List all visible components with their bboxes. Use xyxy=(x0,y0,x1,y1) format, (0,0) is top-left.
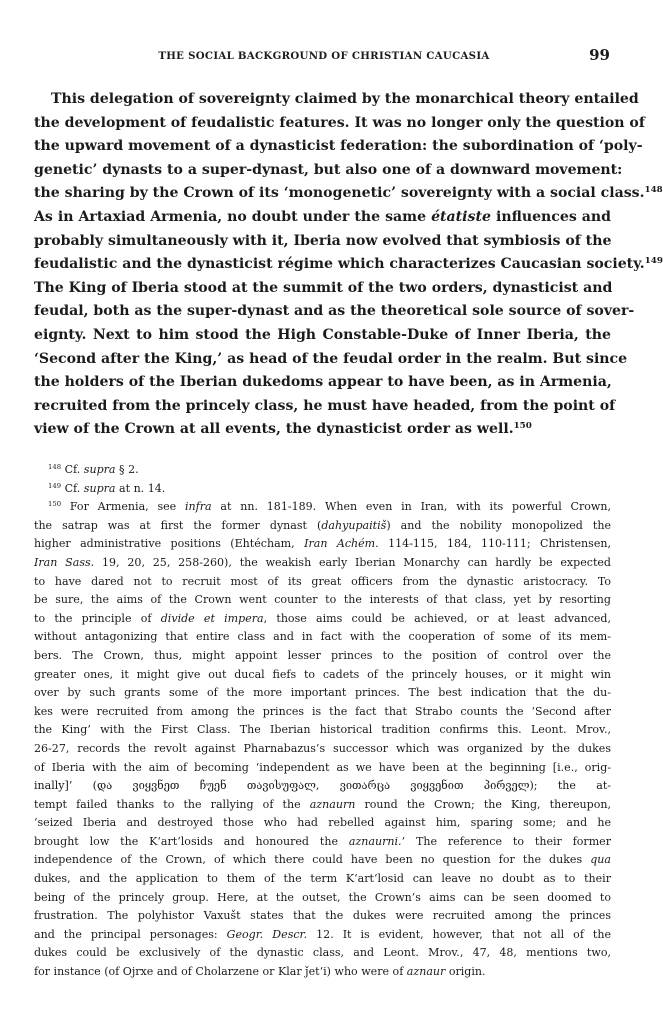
footnote-line: dukes, and the application to them of the term K‘art‘losid can leave no doubt as to their xyxy=(34,872,611,886)
footnote-line xyxy=(34,796,611,815)
footnote-line xyxy=(34,851,611,870)
italic-term: aznaurni. xyxy=(348,834,402,848)
text-line xyxy=(34,206,611,230)
page-number: 99 xyxy=(589,46,610,64)
footnote-text: at nn. 181-189. When even in Iran, with its powerful Crown, xyxy=(220,500,611,514)
footnote-text: Cf. xyxy=(64,481,81,495)
running-title: THE SOCIAL BACKGROUND OF CHRISTIAN CAUCASIA xyxy=(158,50,490,62)
italic-term: supra xyxy=(83,481,116,495)
footnote-text: ’ The reference to their former xyxy=(401,834,612,848)
footnote-text: § 2. xyxy=(119,463,139,476)
footnote-line xyxy=(34,610,611,629)
footnote-line: over by such grants some of the more important princes. The best indication that the du- xyxy=(34,686,611,700)
footnote-text: origin. xyxy=(448,965,486,979)
italic-term: divide et impera xyxy=(160,611,264,625)
footnote-number: 149 xyxy=(48,481,62,490)
text-line: the upward movement of a dynasticist federation: the subordination of ‘poly- xyxy=(34,138,643,155)
italic-term: aznaur xyxy=(406,965,446,979)
italic-term: qua xyxy=(590,853,611,867)
footnote-line: being of the princely group. Here, at the outset, the Crown’s aims can be seen doomed to xyxy=(34,890,611,904)
footnotes xyxy=(34,461,611,982)
text-line xyxy=(34,253,663,277)
footnote-line: dukes could be exclusively of the dynastic class, and Leont. Mrov., 47, 48, mentions two, xyxy=(34,946,611,960)
text-line: the holders of the Iberian dukedoms appear to have been, as in Armenia, xyxy=(34,374,612,391)
footnote-number: 148 xyxy=(48,463,62,472)
footnote-text: Cf. xyxy=(64,463,81,476)
italic-term: dahyupaitiš xyxy=(321,518,387,532)
italic-term: infra xyxy=(185,500,212,514)
footnote-line: inally]’ (და ვიყვნეთ ჩუენ თავისუფალ, ვითარცა ვიყვენით პირველ); the at- xyxy=(34,779,611,793)
footnote-text: tempt failed thanks to the rallying of the xyxy=(34,797,301,811)
footnote-line: be sure, the aims of the Crown went counter to the interests of that class, yet by resorting xyxy=(34,593,611,607)
footnote-number: 150 xyxy=(48,500,62,509)
text-line: probably simultaneously with it, Iberia now evolved that symbiosis of the xyxy=(34,232,612,249)
running-head xyxy=(34,47,614,67)
footnote-line: ‘seized Iberia and destroyed those who had rebelled against him, sparing some; and he xyxy=(34,816,611,830)
footnote-line: of Iberia with the aim of becoming ‘independent as we have been at the beginning [i.e., orig- xyxy=(34,760,611,774)
footnote-line: 26-27, records the revolt against Pharnabazus’s successor which was organized by the dukes xyxy=(34,741,611,755)
text-line: eignty. Next to him stood the High Constable-Duke of Inner Iberia, the xyxy=(34,326,611,343)
text-line: The King of Iberia stood at the summit of the two orders, dynasticist and xyxy=(34,279,613,296)
italic-term: Geogr. Descr. xyxy=(226,927,308,941)
main-paragraph xyxy=(34,88,663,442)
text-line xyxy=(34,182,663,206)
text-segment: feudalistic and the dynasticist régime which characterizes Caucasian society. xyxy=(34,256,645,273)
footnote-line xyxy=(34,517,611,536)
footnote-text: ) and the nobility monopolized the xyxy=(386,518,611,532)
footnote-ref-148[interactable]: 148 xyxy=(644,185,663,196)
text-segment: the sharing by the Crown of its ‘monogenetic’ sovereignty with a social class. xyxy=(34,185,645,202)
footnote-text: For Armenia, see xyxy=(69,500,177,514)
text-line: recruited from the princely class, he must have headed, from the point of xyxy=(34,397,616,414)
footnote-line: frustration. The polyhistor Vaxušt states that the dukes were recruited among the princes xyxy=(34,909,611,923)
footnote-line: without antagonizing that entire class and in fact with the cooperation of some of its mem- xyxy=(34,630,611,644)
text-line: ‘Second after the King,’ as head of the feudal order in the realm. But since xyxy=(34,350,628,367)
text-segment: influences and xyxy=(495,208,611,225)
footnote-line xyxy=(34,535,611,554)
text-line: genetic’ dynasts to a super-dynast, but also one of a downward movement: xyxy=(34,161,623,178)
text-line xyxy=(34,418,611,442)
footnote-text: higher administrative positions (Ehtécham, xyxy=(34,537,295,551)
footnote-text: 19, 20, 25, 258-260), the weakish early Iberian Monarchy can hardly be expected xyxy=(102,555,611,569)
text-line: the development of feudalistic features. It was no longer only the question of xyxy=(34,114,645,131)
footnote-line: to have dared not to recruit most of its great officers from the dynastic aristocracy. To xyxy=(34,574,611,588)
footnote-148 xyxy=(34,461,611,480)
footnote-line xyxy=(34,833,611,852)
footnote-text: independence of the Crown, of which there could have been no question for the dukes xyxy=(34,853,583,867)
footnote-text: at n. 14. xyxy=(119,481,166,495)
text-segment: view of the Crown at all events, the dynasticist order as well. xyxy=(34,421,514,438)
italic-term: Iran Achém. xyxy=(304,537,379,551)
footnote-line xyxy=(34,554,611,573)
footnote-line xyxy=(34,926,611,945)
footnote-text: for instance (of Ojrxe and of Cholarzene or Klar ǰet‘i) who were of xyxy=(34,965,404,979)
footnote-line xyxy=(34,963,611,982)
text-segment: As in Artaxiad Armenia, no doubt under the same xyxy=(34,208,427,225)
footnote-text: 12. It is evident, however, that not all of the xyxy=(316,927,611,941)
footnote-line: greater ones, it might give out ducal fiefs to cadets of the princely houses, or it might win xyxy=(34,667,611,681)
text-line: This delegation of sovereignty claimed by the monarchical theory entailed xyxy=(51,91,639,107)
footnote-text: to the principle of xyxy=(34,611,152,625)
footnote-150 xyxy=(34,498,611,517)
italic-term: Iran Sass. xyxy=(34,555,95,569)
italic-term: étatiste xyxy=(431,208,491,225)
footnote-text: round the Crown; the King, thereupon, xyxy=(364,797,612,811)
footnote-text: 114-115, 184, 110-111; Christensen, xyxy=(388,537,611,551)
footnote-149 xyxy=(34,480,611,499)
footnote-line: the King’ with the First Class. The Iberian historical tradition confirms this. Leont. Mrov., xyxy=(34,723,611,737)
footnote-text: the satrap was at first the former dynast ( xyxy=(34,518,322,532)
footnote-ref-149[interactable]: 149 xyxy=(644,256,663,267)
footnote-text: and the principal personages: xyxy=(34,927,218,941)
footnote-ref-150[interactable]: 150 xyxy=(513,421,532,432)
italic-term: aznaurn xyxy=(309,797,356,811)
footnote-line: bers. The Crown, thus, might appoint lesser princes to the position of control over the xyxy=(34,648,611,662)
footnote-text: , those aims could be achieved, or at least advanced, xyxy=(263,611,612,625)
text-line: feudal, both as the super-dynast and as the theoretical sole source of sover- xyxy=(34,303,635,320)
footnote-text: brought low the K‘art‘losids and honoured the xyxy=(34,834,338,848)
italic-term: supra xyxy=(83,463,116,476)
footnote-line: kes were recruited from among the princes is the fact that Strabo counts the ‘Second after xyxy=(34,704,611,718)
